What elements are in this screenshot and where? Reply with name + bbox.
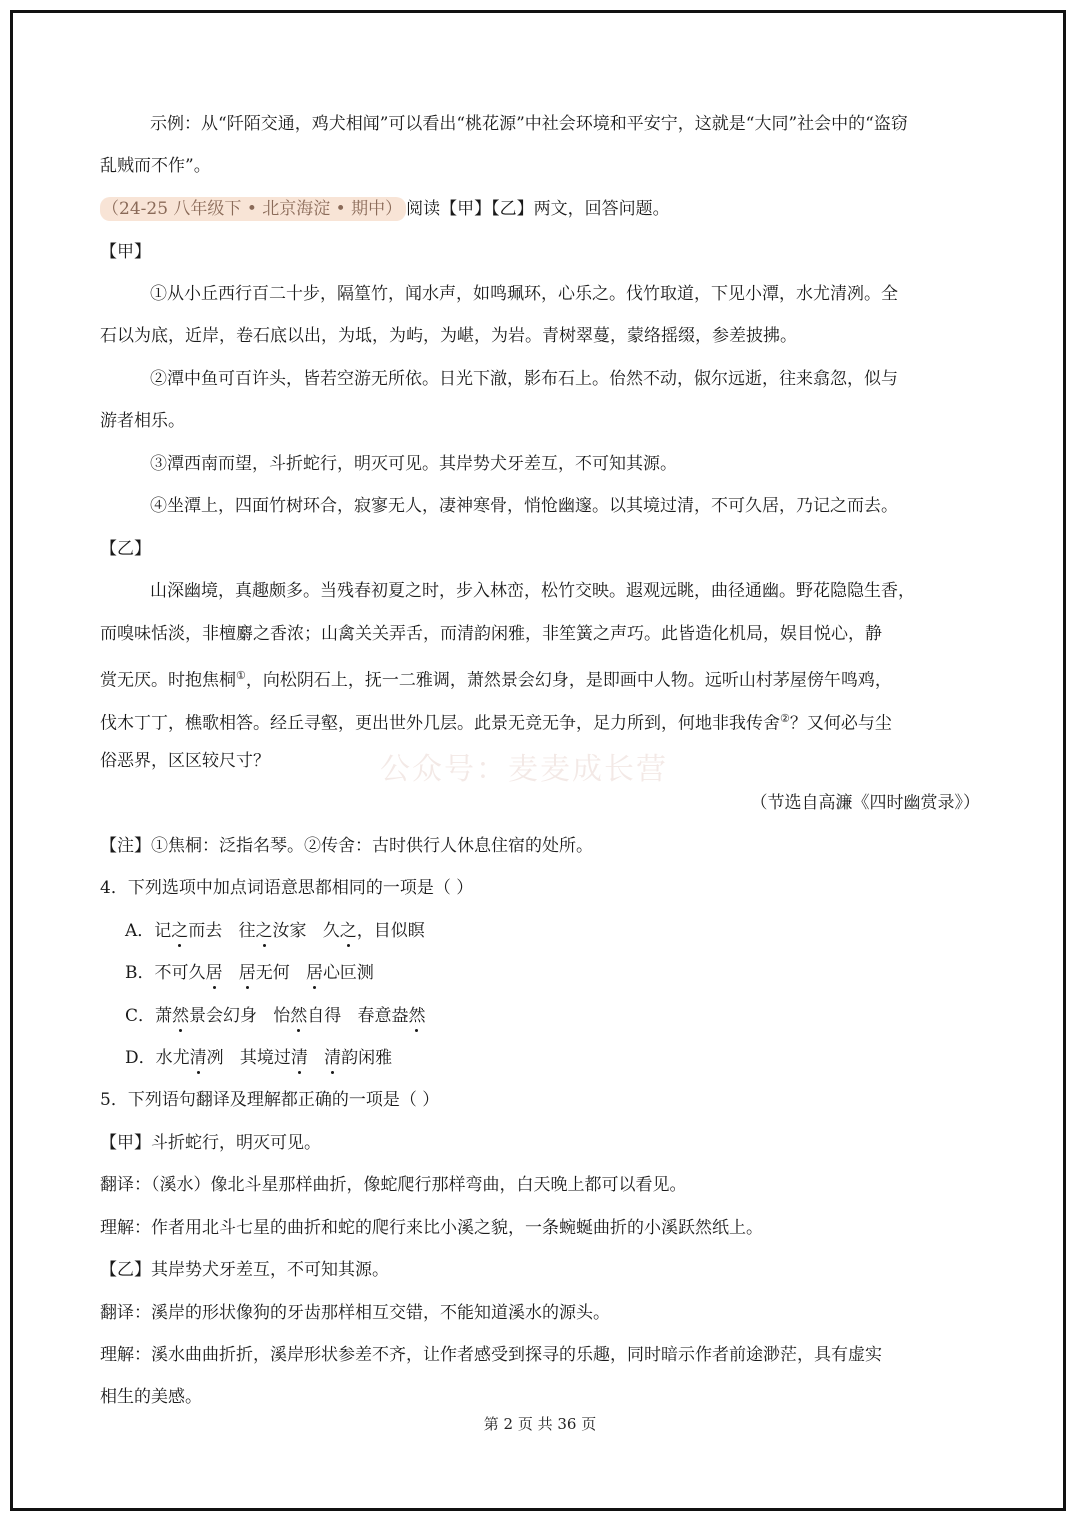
jia-p2-line1: ②潭中鱼可百许头，皆若空游无所依。日光下澈，影布石上。佁然不动，俶尔远逝，往来翕忽，似与 bbox=[150, 369, 898, 389]
q5-jia-understanding: 理解：作者用北斗七星的曲折和蛇的爬行来比小溪之貌，一条蜿蜒曲折的小溪跃然纸上。 bbox=[100, 1218, 763, 1238]
emphasis-mark: 之 bbox=[339, 921, 357, 941]
yi-line3-b: ，向松阴石上，抚一二雅调，萧然景会幻身，是即画中人物。远听山村茅屋傍午鸣鸡， bbox=[245, 670, 892, 691]
q5-jia-translation: 翻译：（溪水）像北斗星那样曲折，像蛇爬行那样弯曲，白天晚上都可以看见。 bbox=[100, 1175, 687, 1195]
watermark: 公众号：麦麦成长营 bbox=[380, 752, 668, 787]
jia-p1-line2: 石以为底，近岸，卷石底以出，为坻，为屿，为嵁，为岩。青树翠蔓，蒙络摇缀，参差披拂。 bbox=[100, 326, 797, 346]
q5-jia-quote: 【甲】斗折蛇行，明灭可见。 bbox=[100, 1133, 321, 1153]
jia-p4: ④坐潭上，四面竹树环合，寂寥无人，凄神寒骨，悄怆幽邃。以其境过清，不可久居，乃记之而去。 bbox=[150, 496, 898, 516]
q5-yi-translation: 翻译：溪岸的形状像狗的牙齿那样相互交错，不能知道溪水的源头。 bbox=[100, 1303, 610, 1323]
yi-line4-a: 伐木丁丁，樵歌相答。经丘寻壑，更出世外几层。此景无竞无争，足力所到，何地非我传舍 bbox=[100, 713, 780, 734]
q4-option-d: D．水尤清冽 其境过清 清韵闲雅 bbox=[125, 1048, 393, 1068]
yi-line3 bbox=[100, 664, 892, 693]
yi-line4-b: ？又何必与尘 bbox=[789, 713, 892, 734]
yi-line5: 俗恶界，区区较尺寸？ bbox=[100, 751, 270, 771]
q5-yi-understanding-2: 相生的美感。 bbox=[100, 1387, 202, 1407]
jia-p3: ③潭西南而望，斗折蛇行，明灭可见。其岸势犬牙差互，不可知其源。 bbox=[150, 454, 677, 474]
q5-yi-understanding-1: 理解：溪水曲曲折折，溪岸形状参差不齐，让作者感受到探寻的乐趣，同时暗示作者前途渺茫，具有虚实 bbox=[100, 1345, 882, 1365]
emphasis-mark: 清 bbox=[189, 1048, 207, 1068]
yi-source: （节选自高濂《四时幽赏录》） bbox=[750, 793, 980, 813]
emphasis-mark: 清 bbox=[290, 1048, 308, 1068]
emphasis-mark: 之 bbox=[255, 921, 273, 941]
example-line-2: 乱贼而不作”。 bbox=[100, 156, 211, 176]
example-line-1: 示例：从“阡陌交通，鸡犬相闻”可以看出“桃花源”中社会环境和平安宁，这就是“大同”社会中的“盗窃 bbox=[150, 114, 908, 134]
emphasis-mark: 然 bbox=[290, 1006, 308, 1026]
yi-title: 【乙】 bbox=[100, 539, 151, 559]
note: 【注】①焦桐：泛指名琴。②传舍：古时供行人休息住宿的处所。 bbox=[100, 836, 593, 856]
emphasis-mark: 然 bbox=[172, 1006, 190, 1026]
footnote-ref-2: ② bbox=[780, 712, 790, 725]
emphasis-mark: 居 bbox=[305, 963, 323, 983]
emphasis-mark: 然 bbox=[408, 1006, 426, 1026]
jia-title: 【甲】 bbox=[100, 242, 151, 262]
yi-line2: 而嗅味恬淡，非檀麝之香浓；山禽关关弄舌，而清韵闲雅，非笙簧之声巧。此皆造化机局，娱目悦心，静 bbox=[100, 624, 882, 644]
q4-option-c: C．萧然景会幻身 怡然自得 春意盎然 bbox=[125, 1006, 426, 1026]
q4-stem: 4．下列选项中加点词语意思都相同的一项是（ ） bbox=[100, 878, 474, 898]
emphasis-mark: 之 bbox=[171, 921, 189, 941]
question-intro bbox=[100, 197, 670, 221]
q5-stem: 5．下列语句翻译及理解都正确的一项是（ ） bbox=[100, 1090, 440, 1110]
emphasis-mark: 居 bbox=[238, 963, 256, 983]
footnote-ref-1: ① bbox=[236, 669, 246, 682]
emphasis-mark: 居 bbox=[205, 963, 223, 983]
q4-option-b: B．不可久居 居无何 居心叵测 bbox=[125, 963, 374, 983]
page-footer: 第 2 页 共 36 页 bbox=[483, 1415, 597, 1433]
q5-yi-quote: 【乙】其岸势犬牙差互，不可知其源。 bbox=[100, 1260, 389, 1280]
intro-text: 阅读【甲】【乙】两文，回答问题。 bbox=[406, 199, 670, 219]
q4-option-a: A．记之而去 往之汝家 久之，目似瞑 bbox=[125, 921, 425, 941]
yi-line1: 山深幽境，真趣颇多。当残春初夏之时，步入林峦，松竹交映。遐观远眺，曲径通幽。野花隐隐生香， bbox=[150, 581, 915, 601]
jia-p1-line1: ①从小丘西行百二十步，隔篁竹，闻水声，如鸣珮环，心乐之。伐竹取道，下见小潭，水尤清冽。全 bbox=[150, 284, 898, 304]
yi-line3-a: 赏无厌。时抱焦桐 bbox=[100, 670, 236, 691]
emphasis-mark: 清 bbox=[324, 1048, 342, 1068]
yi-line4 bbox=[100, 707, 892, 736]
jia-p2-line2: 游者相乐。 bbox=[100, 411, 185, 431]
source-badge: （24-25 八年级下 • 北京海淀 • 期中） bbox=[100, 197, 406, 221]
